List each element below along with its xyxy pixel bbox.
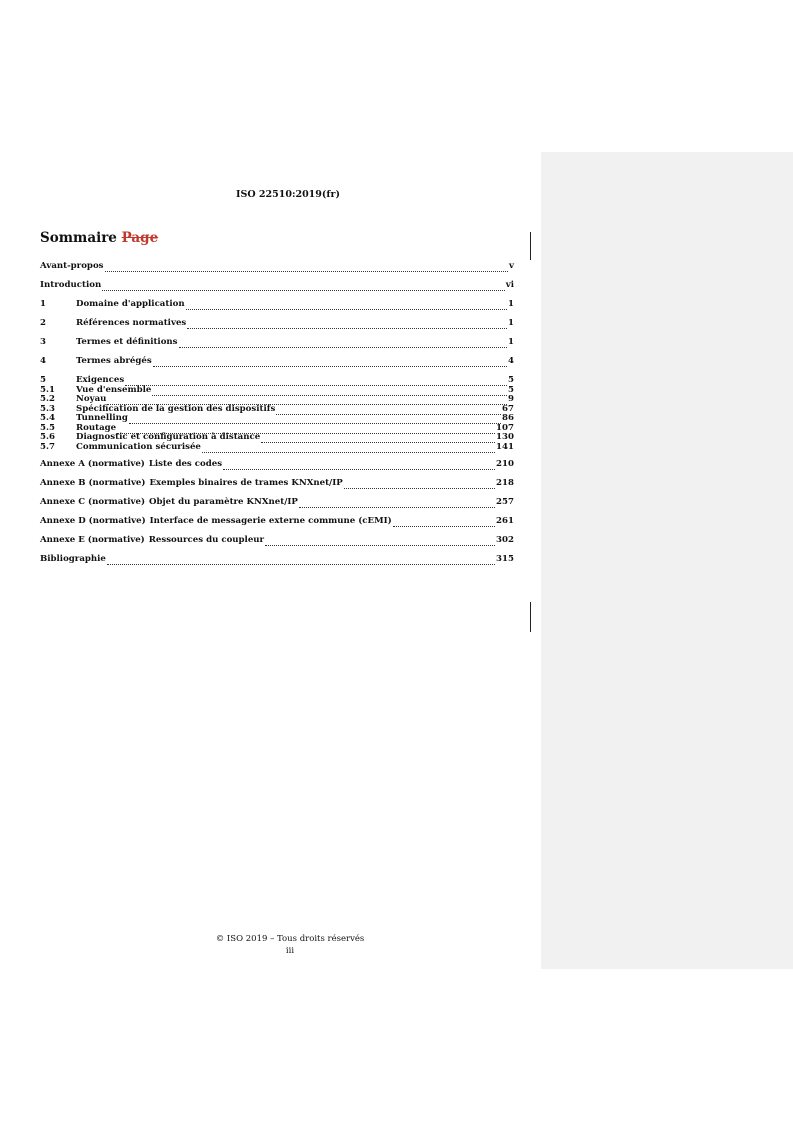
toc-leader xyxy=(265,536,495,546)
toc-annex-entry[interactable] xyxy=(40,497,514,508)
toc-leader xyxy=(186,300,507,310)
toc-leader xyxy=(105,262,508,272)
toc-entry[interactable] xyxy=(40,280,514,291)
toc-entry-page: 302 xyxy=(496,534,514,545)
toc-entry-page: 107 xyxy=(496,422,514,433)
toc-annex-entry[interactable] xyxy=(40,535,514,546)
toc-entry-number: 1 xyxy=(40,299,46,309)
page-title xyxy=(40,230,158,246)
toc-entry-page: 1 xyxy=(508,337,514,347)
annex-title: Ressources du coupleur xyxy=(148,534,265,545)
toc-entry-page: 4 xyxy=(508,356,514,366)
toc-entry-number: 3 xyxy=(40,337,46,347)
toc-leader xyxy=(102,281,505,291)
annex-label: Annexe B (normative) xyxy=(40,477,146,488)
toc-leader xyxy=(202,443,495,453)
copyright-notice: © ISO 2019 – Tous droits réservés xyxy=(215,934,365,944)
toc-entry-number: 5.6 xyxy=(40,432,55,442)
annex-label: Annexe E (normative) xyxy=(40,534,145,545)
deleted-title-text: Page xyxy=(121,230,159,246)
toc-entry-page: 67 xyxy=(502,403,514,414)
change-bar-bottom xyxy=(530,602,531,632)
toc-leader xyxy=(179,338,508,348)
toc-entry[interactable] xyxy=(40,337,514,348)
toc-entry-page: 9 xyxy=(508,394,514,404)
toc-entry-page: v xyxy=(509,261,514,271)
toc-leader xyxy=(187,319,507,329)
change-bar-top xyxy=(530,232,531,260)
toc-entry-number: 4 xyxy=(40,356,46,366)
toc-entry-number: 5 xyxy=(40,375,46,385)
toc-entry-page: 261 xyxy=(496,515,514,526)
toc-entry-page: 86 xyxy=(502,413,514,423)
toc-entry-text: Bibliographie xyxy=(40,553,106,564)
toc-entry-number: 5.3 xyxy=(40,403,55,414)
toc-entry-page: 1 xyxy=(508,318,514,328)
annex-label: Annexe A (normative) xyxy=(40,458,145,469)
toc-entry-text: Termes abrégés xyxy=(76,356,152,366)
toc-entry-page: 257 xyxy=(496,496,514,507)
toc-leader xyxy=(223,460,495,470)
toc-entry-text: Diagnostic et configuration à distance xyxy=(76,432,261,442)
toc-entry-text: Exigences xyxy=(76,375,125,385)
toc-leader xyxy=(393,517,495,527)
toc-entry-text: Routage xyxy=(76,422,117,433)
document-id: ISO 22510:2019(fr) xyxy=(236,189,340,200)
toc-leader xyxy=(299,498,495,508)
toc-entry-page: 1 xyxy=(508,299,514,309)
toc-entry[interactable] xyxy=(40,318,514,329)
annex-label: Annexe C (normative) xyxy=(40,496,146,507)
toc-entry-text: Noyau xyxy=(76,394,107,404)
page-footer xyxy=(40,933,540,957)
toc-entry-page: 315 xyxy=(496,553,514,564)
toc-entry-number: 5.5 xyxy=(40,422,55,433)
toc-entry-number: 5.4 xyxy=(40,413,55,423)
toc-entry-text: Tunnelling xyxy=(76,413,128,423)
annex-title: Liste des codes xyxy=(148,458,223,469)
toc-annex-entry[interactable] xyxy=(40,459,514,470)
annex-title: Exemples binaires de trames KNXnet/IP xyxy=(149,477,343,488)
toc-entry-number: 5.2 xyxy=(40,394,55,404)
toc-entry[interactable] xyxy=(40,261,514,272)
toc-entry-text: Domaine d'application xyxy=(76,299,185,309)
toc-annex-entry[interactable] xyxy=(40,516,514,527)
table-of-contents xyxy=(40,261,514,565)
toc-entry-number: 5.1 xyxy=(40,384,55,395)
toc-entry-number: 5.7 xyxy=(40,441,55,452)
toc-entry[interactable] xyxy=(40,356,514,367)
toc-entry-text: Termes et définitions xyxy=(76,337,178,347)
toc-entry-text: Spécification de la gestion des dispositifs xyxy=(76,403,276,414)
toc-entry-page: 141 xyxy=(496,441,514,452)
toc-entry[interactable] xyxy=(40,299,514,310)
toc-entry-text: Avant-propos xyxy=(40,261,104,271)
toc-entry-number: 2 xyxy=(40,318,46,328)
comment-pane xyxy=(541,152,793,969)
toc-entry-page: 210 xyxy=(496,458,514,469)
toc-entry-page: 218 xyxy=(496,477,514,488)
toc-entry-page: vi xyxy=(505,280,514,290)
toc-leader xyxy=(152,386,507,396)
toc-entry[interactable] xyxy=(40,442,514,453)
toc-entry-page: 5 xyxy=(508,375,514,385)
title-text: Sommaire xyxy=(40,230,117,246)
toc-annex-entry[interactable] xyxy=(40,478,514,489)
toc-entry-text: Introduction xyxy=(40,280,102,290)
toc-entry-text: Références normatives xyxy=(76,318,187,328)
toc-entry-text: Vue d'ensemble xyxy=(76,384,152,395)
page-number: iii xyxy=(285,946,295,956)
toc-leader xyxy=(125,376,507,386)
toc-entry-text: Communication sécurisée xyxy=(76,441,201,452)
toc-leader xyxy=(261,433,495,443)
toc-entry[interactable] xyxy=(40,385,514,396)
annex-label: Annexe D (normative) xyxy=(40,515,146,526)
toc-leader xyxy=(344,479,495,489)
annex-title: Interface de messagerie externe commune (cEMI) xyxy=(149,515,392,526)
toc-entry-page: 5 xyxy=(508,384,514,395)
toc-leader xyxy=(153,357,507,367)
toc-leader xyxy=(276,405,501,415)
annex-title: Objet du paramètre KNXnet/IP xyxy=(149,496,298,507)
toc-leader xyxy=(107,555,495,565)
toc-leader xyxy=(129,414,501,424)
toc-entry-page: 130 xyxy=(496,432,514,442)
toc-entry[interactable] xyxy=(40,554,514,565)
